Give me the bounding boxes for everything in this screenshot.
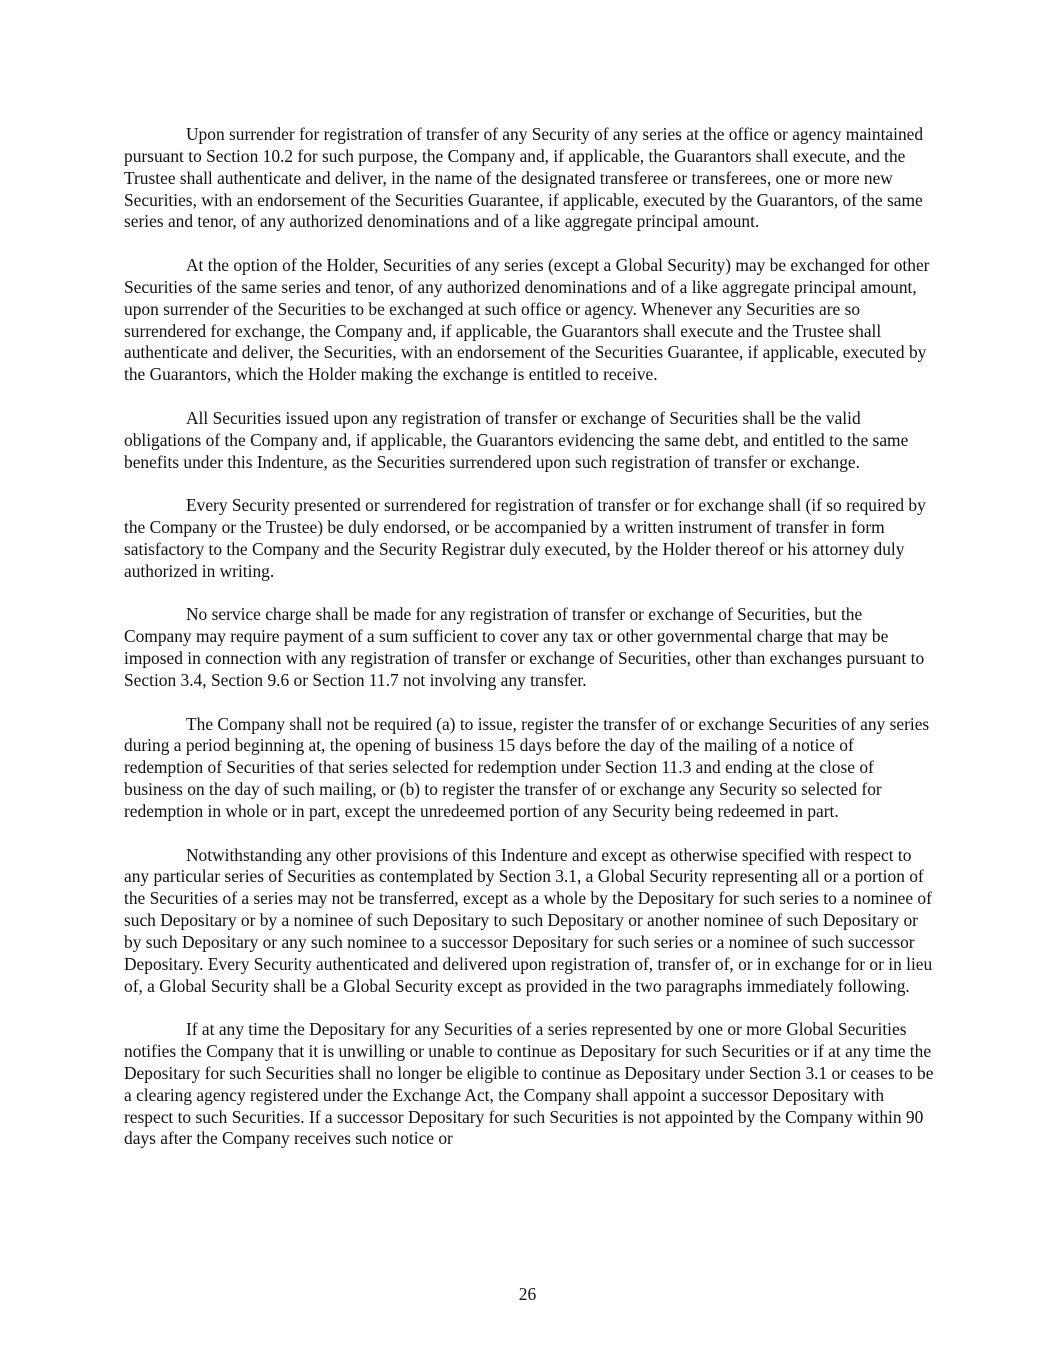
paragraph-holder-exchange-option: At the option of the Holder, Securities of any series (except a Global Security) may be exchanged for other Securities of the same series and tenor, of any authorized denominations and of a like aggregate principal amount, upon surrender of the Securities to be exchanged at such office or agency. Whenever any Securities are so surrendered for exchange, the Company and, if applicable, the Guarantors shall execute and the Trustee shall authenticate and deliver, the Securities, with an endorsement of the Securities Guarantee, if applicable, executed by the Guarantors, which the Holder making the exchange is entitled to receive. [124,255,930,385]
paragraph-transfer-registration: Upon surrender for registration of transfer of any Security of any series at the office or agency maintained pursuant to Section 10.2 for such purpose, the Company and, if applicable, the Guarantors shall execute, and the Trustee shall authenticate and deliver, in the name of the designated transferee or transferees, one or more new Securities, with an endorsement of the Securities Guarantee, if applicable, executed by the Guarantors, of the same series and tenor, of any authorized denominations and of a like aggregate principal amount. [124,124,924,232]
paragraph-endorsement-requirement: Every Security presented or surrendered for registration of transfer or for exchange shall (if so required by the Company or the Trustee) be duly endorsed, or be accompanied by a written instrument of transfer in form satisfactory to the Company and the Security Registrar duly executed, by the Holder thereof or his attorney duly authorized in writing. [124,495,926,581]
paragraph-redemption-period: The Company shall not be required (a) to issue, register the transfer of or exchange Securities of any series during a period beginning at, the opening of business 15 days before the day of the mailing of a notice of redemption of Securities of that series selected for redemption under Section 11.3 and ending at the close of business on the day of such mailing, or (b) to register the transfer of or exchange any Security so selected for redemption in whole or in part, except the unredeemed portion of any Security being redeemed in part. [124,713,930,821]
document-body [124,124,934,1172]
paragraph-successor-depositary: If at any time the Depositary for any Securities of a series represented by one or more Global Securities notifies the Company that it is unwilling or unable to continue as Depositary for such Securities or if at any time the Depositary for such Securities shall no longer be eligible to continue as Depositary under Section 3.1 or ceases to be a clearing agency registered under the Exchange Act, the Company shall appoint a successor Depositary with respect to such Securities. If a successor Depositary for such Securities is not appointed by the Company within 90 days after the Company receives such notice or [124,1019,934,1149]
page-number: 26 [518,1284,537,1304]
paragraph-service-charge: No service charge shall be made for any registration of transfer or exchange of Securities, but the Company may require payment of a sum sufficient to cover any tax or other governmental charge that may be imposed in connection with any registration of transfer or exchange of Securities, other than exchanges pursuant to Section 3.4, Section 9.6 or Section 11.7 not involving any transfer. [124,604,925,690]
paragraph-global-security-transfer: Notwithstanding any other provisions of this Indenture and except as otherwise specified with respect to any particular series of Securities as contemplated by Section 3.1, a Global Security representing all or a portion of the Securities of a series may not be transferred, except as a whole by the Depositary for such series to a nominee of such Depositary or by a nominee of such Depositary to such Depositary or another nominee of such Depositary or by such Depositary or any such nominee to a successor Depositary for such series or a nominee of such successor Depositary. Every Security authenticated and delivered upon registration of, transfer of, or in exchange for or in lieu of, a Global Security shall be a Global Security except as provided in the two paragraphs immediately following. [124,844,933,996]
paragraph-valid-obligations: All Securities issued upon any registration of transfer or exchange of Securities shall be the valid obligations of the Company and, if applicable, the Guarantors evidencing the same debt, and entitled to the same benefits under this Indenture, as the Securities surrendered upon such registration of transfer or exchange. [124,407,909,472]
